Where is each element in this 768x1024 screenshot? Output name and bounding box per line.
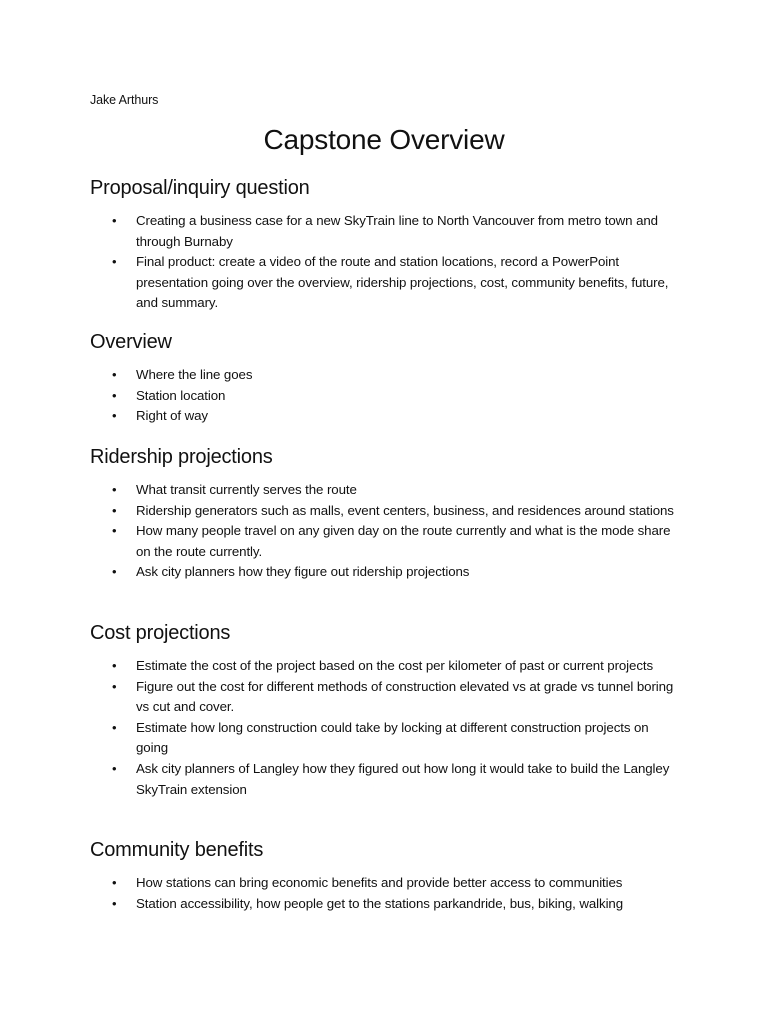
bullet-icon: •	[112, 658, 117, 673]
section-heading: Ridership projections	[90, 446, 273, 468]
bullet-icon: •	[112, 760, 117, 776]
list-item: • Ridership generators such as malls, event centers, business, and residences around stations	[90, 501, 676, 522]
author-name: Jake Arthurs	[90, 93, 159, 107]
list-item: • Figure out the cost for different methods of construction elevated vs at grade vs tunnel boring vs cut and cover.	[112, 678, 674, 715]
list-item: • Estimate how long construction could take by locking at different construction projects on going	[112, 719, 649, 756]
list-item: • Creating a business case for a new SkyTrain line to North Vancouver from metro town and through Burnaby	[112, 213, 658, 249]
list-item: • Final product: create a video of the route and station locations, record a PowerPoint presentation going over the overview, ridership projections, cost, community benefits, future, and summary.	[112, 254, 669, 311]
section-heading: Proposal/inquiry question	[90, 177, 310, 199]
section-overview	[90, 329, 690, 427]
list-item: • What transit currently serves the route	[90, 480, 676, 501]
list-item: • How many people travel on any given day on the route currently and what is the mode share on the route currently.	[112, 523, 671, 559]
bullet-icon: •	[112, 387, 117, 403]
list-item: • Ask city planners of Langley how they figured out how long it would take to build the Langley SkyTrain extension	[112, 760, 670, 797]
bullet-icon: •	[112, 895, 117, 911]
bullet-icon: •	[112, 875, 117, 890]
list-item: • Where the line goes	[90, 365, 676, 386]
list-item: • Ask city planners how they figure out ridership projections	[90, 562, 676, 583]
section-heading: Overview	[90, 331, 172, 353]
list-item: • How stations can bring economic benefits and provide better access to communities	[90, 873, 676, 894]
bullet-list	[90, 656, 690, 800]
document-title: Capstone Overview	[263, 124, 505, 155]
bullet-icon: •	[112, 719, 117, 735]
section-community	[90, 837, 690, 914]
section-heading: Community benefits	[90, 839, 264, 861]
list-item: • Station accessibility, how people get to the stations parkandride, bus, biking, walking	[90, 894, 676, 915]
section-heading: Cost projections	[90, 622, 231, 644]
bullet-icon: •	[112, 408, 117, 424]
section-proposal	[90, 175, 690, 314]
bullet-icon: •	[112, 254, 117, 270]
bullet-list	[90, 873, 690, 914]
section-cost	[90, 620, 690, 800]
bullet-icon: •	[112, 367, 117, 382]
bullet-icon: •	[112, 213, 117, 228]
bullet-icon: •	[112, 564, 117, 580]
bullet-icon: •	[112, 502, 117, 518]
list-item: • Station location	[90, 386, 676, 407]
list-item: • Right of way	[90, 406, 676, 427]
bullet-list	[90, 211, 690, 314]
bullet-icon: •	[112, 482, 117, 497]
bullet-icon: •	[112, 523, 117, 539]
section-ridership	[90, 444, 690, 583]
bullet-list	[90, 365, 690, 427]
bullet-icon: •	[112, 678, 117, 694]
list-item: • Estimate the cost of the project based on the cost per kilometer of past or current projects	[90, 656, 676, 677]
bullet-list	[90, 480, 690, 583]
